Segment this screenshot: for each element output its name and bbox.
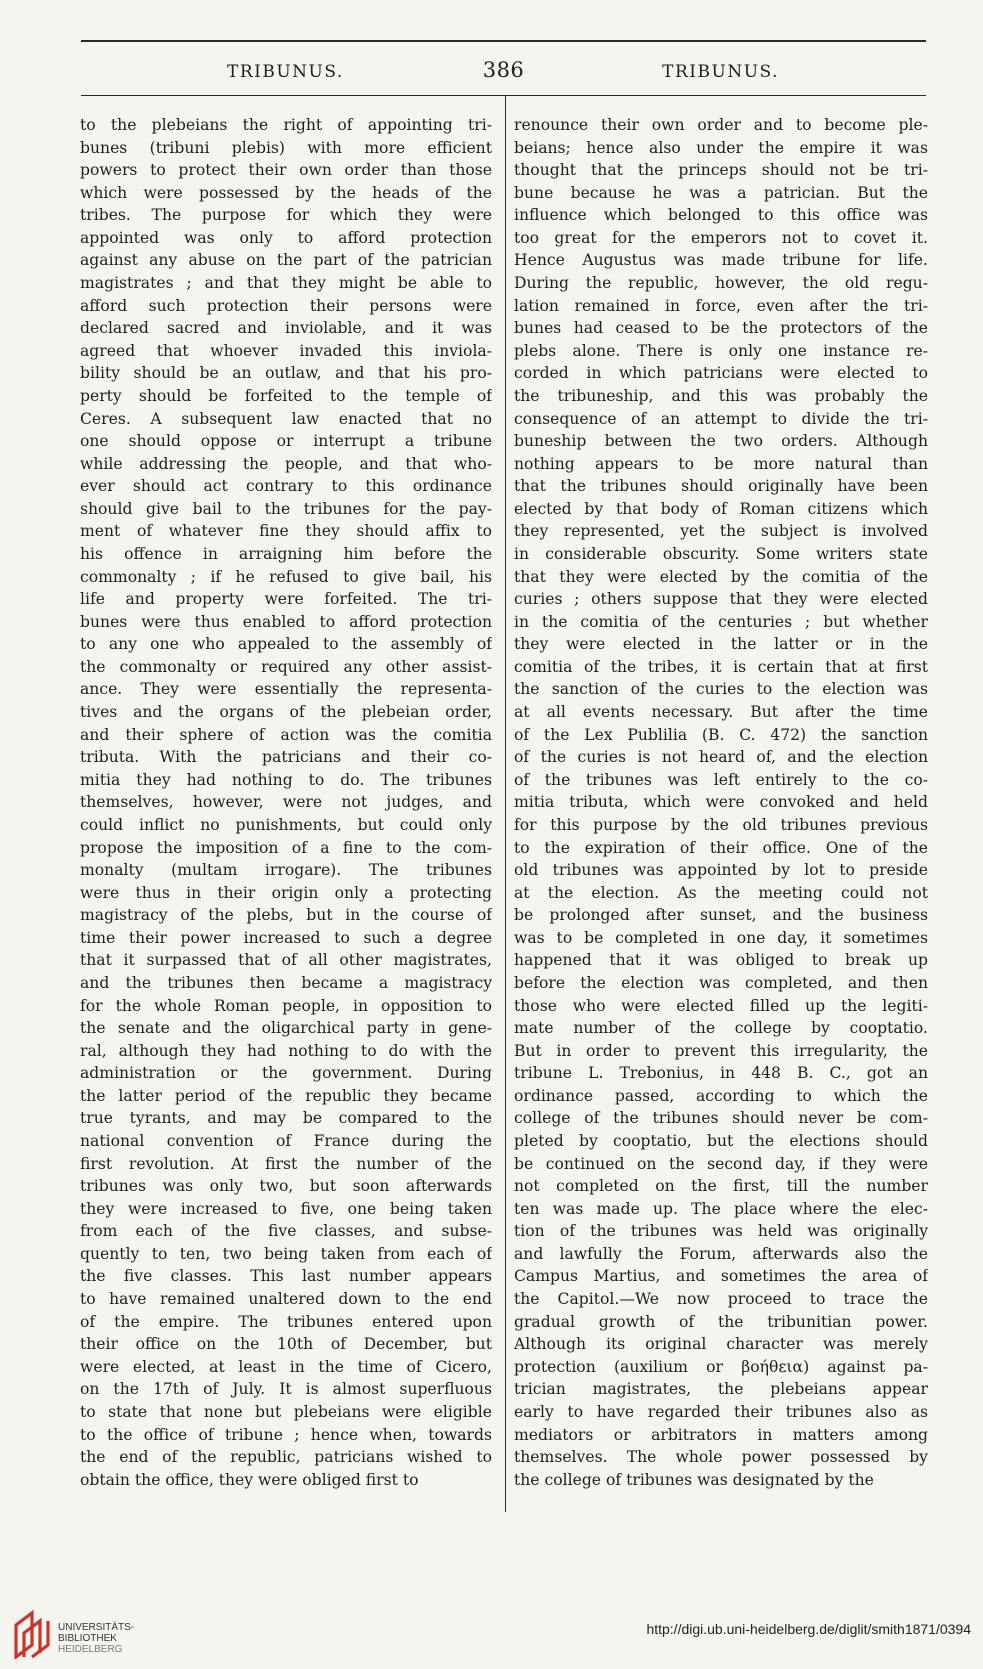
text-line: not completed on the first, till the number xyxy=(514,1177,928,1196)
text-line: propose the imposition of a fine to the com- xyxy=(80,838,492,857)
text-line: the end of the republic, patricians wished to xyxy=(80,1448,492,1467)
text-line: nothing appears to be more natural than xyxy=(514,454,928,473)
text-line: they were elected in the latter or in the xyxy=(514,635,928,654)
text-line: before the election was completed, and then xyxy=(514,973,928,992)
text-line: bune because he was a patrician. But the xyxy=(514,183,928,202)
text-line: magistrates ; and that they might be able to xyxy=(80,274,492,293)
text-line: to state that none but plebeians were eligible xyxy=(80,1402,492,1421)
text-line: to the plebeians the right of appointing tri- xyxy=(80,116,492,134)
text-line: and the tribunes then became a magistracy xyxy=(80,973,492,992)
text-line: the five classes. This last number appears xyxy=(80,1267,492,1286)
text-line: ance. They were essentially the representa- xyxy=(80,680,492,699)
text-line: thought that the princeps should not be tri- xyxy=(514,161,928,180)
text-line: obtain the office, they were obliged first to xyxy=(80,1470,419,1489)
source-url-link[interactable]: http://digi.ub.uni-heidelberg.de/diglit/smith1871/0394 xyxy=(646,1621,971,1637)
text-line: college of the tribunes should never be com- xyxy=(514,1109,928,1128)
text-line: renounce their own order and to become ple- xyxy=(514,116,928,134)
text-line: which were possessed by the heads of the xyxy=(80,183,492,202)
text-line: mate number of the college by cooptatio. xyxy=(514,1019,928,1038)
text-line: ral, although they had nothing to do with the xyxy=(80,1041,492,1060)
text-line: at all events necessary. But after the time xyxy=(514,703,928,722)
text-line: magistracy of the plebs, but in the course of xyxy=(80,906,492,925)
text-line: comitia of the tribes, it is certain that at first xyxy=(514,657,928,676)
text-line: quently to ten, two being taken from each of xyxy=(80,1244,492,1263)
text-line: elected by that body of Roman citizens which xyxy=(514,499,928,518)
text-line: of the empire. The tribunes entered upon xyxy=(80,1312,492,1331)
text-line: those who were elected filled up the legiti- xyxy=(514,996,928,1015)
text-line: for the whole Roman people, in opposition to xyxy=(80,996,492,1015)
text-line: ment of whatever fine they should affix to xyxy=(80,522,492,541)
text-line: happened that it was obliged to break up xyxy=(514,951,928,970)
text-line: should give bail to the tribunes for the pay- xyxy=(80,499,492,518)
running-header xyxy=(81,58,926,88)
text-line: But in order to prevent this irregularity, the xyxy=(514,1041,928,1060)
text-line: plebs alone. There is only one instance re- xyxy=(514,341,928,360)
text-line: beians; hence also under the empire it was xyxy=(514,138,928,157)
text-line: life and property were forfeited. The tri- xyxy=(80,590,492,609)
text-line: the sanction of the curies to the election was xyxy=(514,680,928,699)
text-line: the Capitol.—We now proceed to trace the xyxy=(514,1290,928,1309)
text-line: in considerable obscurity. Some writers state xyxy=(514,544,928,563)
right-text-column xyxy=(514,114,928,1491)
text-line: could inflict no punishments, but could only xyxy=(80,815,492,834)
text-line: tribune L. Trebonius, in 448 B. C., got an xyxy=(514,1064,928,1083)
text-line: too great for the emperors not to covet it. xyxy=(514,228,928,247)
text-line: national convention of France during the xyxy=(80,1132,492,1151)
text-line: tives and the organs of the plebeian order, xyxy=(80,703,492,722)
page-number: 386 xyxy=(482,58,525,82)
text-line: themselves, however, were not judges, and xyxy=(80,793,492,812)
text-line: buneship between the two orders. Although xyxy=(514,432,928,451)
text-line: early to have regarded their tribunes also as xyxy=(514,1402,928,1421)
text-line: the latter period of the republic they became xyxy=(80,1086,492,1105)
text-line: themselves. The whole power possessed by xyxy=(514,1448,928,1467)
text-line: consequence of an attempt to divide the tri- xyxy=(514,409,928,428)
header-bottom-rule xyxy=(81,95,926,96)
text-line: commonalty ; if he refused to give bail, his xyxy=(80,567,492,586)
library-name xyxy=(58,1622,134,1655)
text-line: agreed that whoever invaded this inviola- xyxy=(80,341,492,360)
text-line: be continued on the second day, if they were xyxy=(514,1154,928,1173)
text-line: of the curies is not heard of, and the election xyxy=(514,748,928,767)
text-line: declared sacred and inviolable, and it was xyxy=(80,319,492,338)
text-line: tion of the tribunes was held was originally xyxy=(514,1222,928,1241)
text-line: to have remained unaltered down to the end xyxy=(80,1290,492,1309)
text-line: mitia they had nothing to do. The tribunes xyxy=(80,770,492,789)
text-line: the tribuneship, and this was probably the xyxy=(514,386,928,405)
text-line: from each of the five classes, and subse- xyxy=(80,1222,492,1241)
text-line: to any one who appealed to the assembly of xyxy=(80,635,492,654)
text-line: be prolonged after sunset, and the business xyxy=(514,906,928,925)
text-line: to the office of tribune ; hence when, towards xyxy=(80,1425,492,1444)
text-line: appointed was only to afford protection xyxy=(80,228,492,247)
text-line: bunes (tribuni plebis) with more efficient xyxy=(80,138,492,157)
text-line: the senate and the oligarchical party in gene- xyxy=(80,1019,492,1038)
text-line: gradual growth of the tribunitian power. xyxy=(514,1312,928,1331)
text-line: they represented, yet the subject is involved xyxy=(514,522,928,541)
header-left-title: TRIBUNUS. xyxy=(227,62,344,82)
text-line: Although its original character was merely xyxy=(514,1335,928,1354)
text-line: powers to protect their own order than those xyxy=(80,161,492,180)
text-line: was to be completed in one day, it sometimes xyxy=(514,928,928,947)
text-line: perty should be forfeited to the temple of xyxy=(80,386,492,405)
text-line: trician magistrates, the plebeians appear xyxy=(514,1380,928,1399)
header-right-title: TRIBUNUS. xyxy=(662,62,779,82)
text-line: administration or the government. During xyxy=(80,1064,492,1083)
text-line: while addressing the people, and that who- xyxy=(80,454,492,473)
text-line: ever should act contrary to this ordinance xyxy=(80,477,492,496)
text-line: Campus Martius, and sometimes the area of xyxy=(514,1267,928,1286)
text-line: in the comitia of the centuries ; but whether xyxy=(514,612,928,631)
text-line: Ceres. A subsequent law enacted that no xyxy=(80,409,492,428)
text-line: curies ; others suppose that they were elected xyxy=(514,590,928,609)
library-logo-icon[interactable] xyxy=(10,1607,58,1659)
column-divider xyxy=(505,96,506,1512)
text-line: mitia tributa, which were convoked and held xyxy=(514,793,928,812)
text-line: afford such protection their persons were xyxy=(80,296,492,315)
library-name-line: BIBLIOTHEK xyxy=(58,1633,117,1644)
text-line: time their power increased to such a degree xyxy=(80,928,492,947)
library-name-line: HEIDELBERG xyxy=(58,1644,123,1655)
text-line: that the tribunes should originally have been xyxy=(514,477,928,496)
left-text-column xyxy=(80,114,492,1491)
text-line: ten was made up. The place where the elec- xyxy=(514,1199,928,1218)
text-line: monalty (multam irrogare). The tribunes xyxy=(80,861,492,880)
text-line: that it surpassed that of all other magistrates, xyxy=(80,951,492,970)
text-line: their office on the 10th of December, but xyxy=(80,1335,492,1354)
text-line: lation remained in force, even after the tri- xyxy=(514,296,928,315)
text-line: his offence in arraigning him before the xyxy=(80,544,492,563)
text-line: first revolution. At first the number of the xyxy=(80,1154,492,1173)
text-line: tributa. With the patricians and their co- xyxy=(80,748,492,767)
text-line: bility should be an outlaw, and that his pro- xyxy=(80,364,492,383)
text-line: pleted by cooptatio, but the elections should xyxy=(514,1132,928,1151)
text-line: they were increased to five, one being taken xyxy=(80,1199,492,1218)
text-line: corded in which patricians were elected to xyxy=(514,364,928,383)
text-line: During the republic, however, the old regu- xyxy=(514,274,928,293)
text-line: bunes had ceased to be the protectors of the xyxy=(514,319,928,338)
text-line: for this purpose by the old tribunes previous xyxy=(514,815,928,834)
text-line: were elected, at least in the time of Cicero, xyxy=(80,1357,492,1376)
text-line: tribunes was only two, but soon afterwards xyxy=(80,1177,492,1196)
text-line: one should oppose or interrupt a tribune xyxy=(80,432,492,451)
text-line: the commonalty or required any other assist- xyxy=(80,657,492,676)
text-line: the college of tribunes was designated by the xyxy=(514,1470,874,1489)
text-line: bunes were thus enabled to afford protection xyxy=(80,612,492,631)
library-name-line: UNIVERSITÄTS- xyxy=(58,1622,135,1633)
text-line: mediators or arbitrators in matters among xyxy=(514,1425,928,1444)
text-line: to the expiration of their office. One of the xyxy=(514,838,928,857)
text-line: Hence Augustus was made tribune for life. xyxy=(514,251,928,270)
text-line: at the election. As the meeting could not xyxy=(514,883,928,902)
text-line: that they were elected by the comitia of the xyxy=(514,567,928,586)
text-line: old tribunes was appointed by lot to preside xyxy=(514,861,928,880)
text-line: of the tribunes was left entirely to the co- xyxy=(514,770,928,789)
text-line: true tyrants, and may be compared to the xyxy=(80,1109,492,1128)
text-line: and lawfully the Forum, afterwards also the xyxy=(514,1244,928,1263)
header-top-rule xyxy=(81,40,926,42)
text-line: of the Lex Publilia (B. C. 472) the sanction xyxy=(514,725,928,744)
text-line: ordinance passed, according to which the xyxy=(514,1086,928,1105)
text-line: and their sphere of action was the comitia xyxy=(80,725,492,744)
text-line: against any abuse on the part of the patrician xyxy=(80,251,492,270)
text-line: protection (auxilium or βοήθεια) against pa- xyxy=(514,1357,928,1376)
text-line: on the 17th of July. It is almost superfluous xyxy=(80,1380,492,1399)
text-line: influence which belonged to this office was xyxy=(514,206,928,225)
text-line: tribes. The purpose for which they were xyxy=(80,206,492,225)
text-line: were thus in their origin only a protecting xyxy=(80,883,492,902)
